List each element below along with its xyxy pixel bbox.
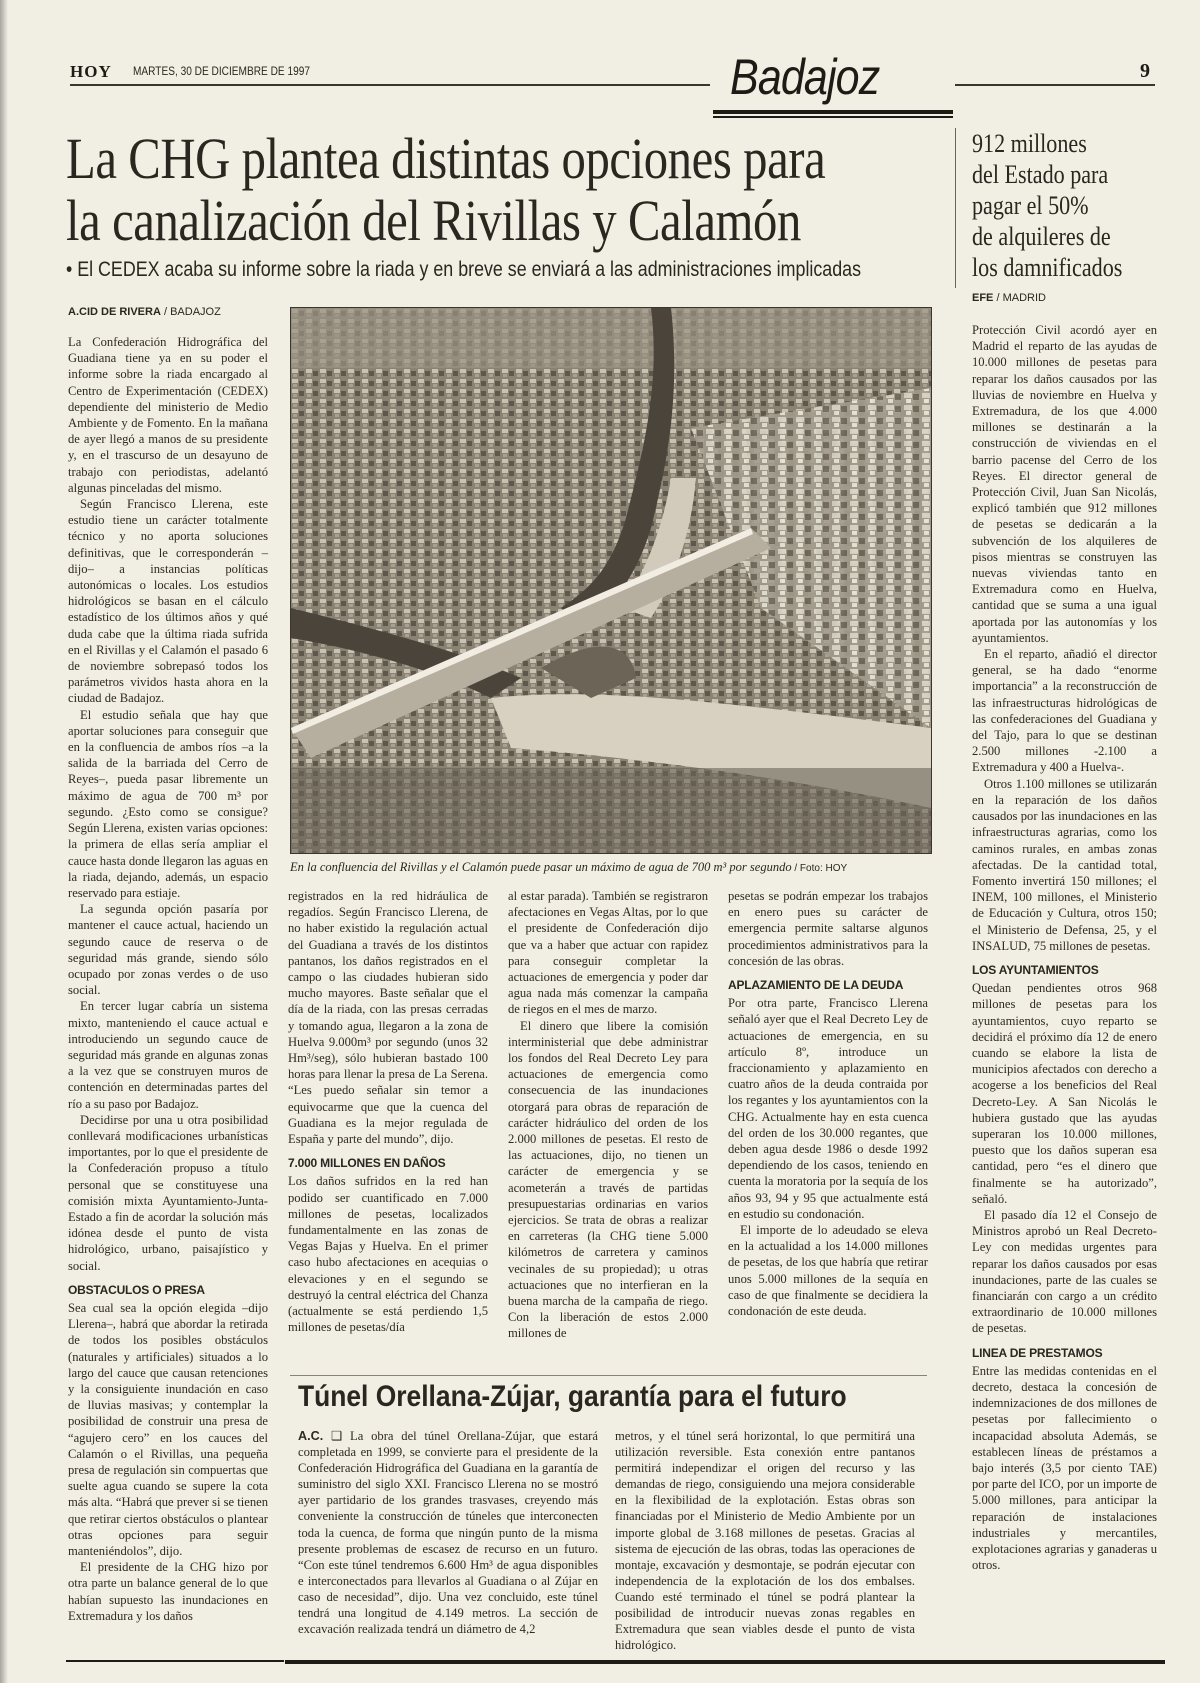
- paragraph: Decidirse por una u otra posibilidad conllevará modificaciones urbanísticas importantes, por lo que el presidente de la Confederación propuso a título personal que se constituyese una comisión mixta Ayuntamiento-Junta-Estado a fin de acordar la solución más idónea desde el punto de vista hidrológico, urbano, paisajístico y social.: [68, 1112, 268, 1273]
- footer-rule: [66, 1660, 284, 1662]
- bullet-box-icon: ❑: [330, 1429, 343, 1443]
- paragraph: Sea cual sea la opción elegida –dijo Llerena–, habrá que abordar la retirada de todos los posibles obstáculos (naturales y artificiales) situados a lo largo del cauce que causan retenciones y la consiguiente inundación en caso de lluvias masivas; y contemplar la posibilidad de construir una presa de “agujero cero” en los cauces del Calamón o el Rivillas, una pequeña presa de regulación sin compuertas que suelte agua cuando se supere la cota más alta. “Habrá que prever si se tienen que retirar ciertos obstáculos o plantear otras opciones para seguir manteniéndolos”, dijo.: [68, 1300, 269, 1559]
- paragraph: Quedan pendientes otros 968 millones de pesetas para los ayuntamientos, cuyo reparto se decidirá el próximo día 12 de enero cuando se elabore la lista de municipios afectados con derecho a acogerse a los beneficios del Real Decreto-Ley. A San Nicolás le hubiera gustado que las ayudas superaran los 10.000 millones, puesto que los daños superan esa cantidad, pero “es el dinero que finalmente se ha autorizado”, señaló.: [972, 981, 1157, 1206]
- paragraph: Por otra parte, Francisco Llerena señaló ayer que el Real Decreto Ley de actuaciones de emergencia, en su artículo 8º, introduce un fraccionamiento y aplazamiento en cuatro años de la deuda contraida por los regantes y los ayuntamientos con la CHG. Actualmente hay en esta cuenca del orden de los 30.000 regantes, que deben agua desde 1986 o desde 1992 dependiendo de los casos, teniendo en cuenta la moratoria por la sequía de los años 93, 94 y 95 que actualmente está en estudio su condonación.: [728, 996, 928, 1221]
- page-number: 9: [1140, 60, 1150, 82]
- byline-agency: EFE: [972, 292, 994, 304]
- paragraph: Otros 1.100 millones se utilizarán en la reparación de los daños causados por las inundaciones en las infraestructuras agrarias, como los caminos rurales, en ambas zonas afectadas. De la cantidad total, Fomento invertirá 150 millones; el INEM, 100 millones, el Ministerio de Educación y Cultura, otros 150; el Ministerio de Defensa, 25, y el INSALUD, 75 millones de pesetas.: [972, 776, 1157, 953]
- byline-place: / BADAJOZ: [160, 306, 221, 318]
- main-byline: [68, 306, 221, 318]
- issue-date: MARTES, 30 DE DICIEMBRE DE 1997: [133, 66, 310, 78]
- paragraph: El dinero que libere la comisión interministerial que debe administrar los fondos del Real Decreto Ley para actuaciones de emergencia como consecuencia de las inundaciones otorgará para obras de reparación de carácter hidráulico del orden de los 2.000 millones de pesetas. El resto de las actuaciones, dijo, no tienen un carácter de emergencia y se acometerán a través de partidas presupuestarias ordinarias en varios ejercicios. Se trata de obras a realizar en carreteras (la CHG tiene 5.000 kilómetros de carretera y caminos vecinales de su propiedad); u otras actuaciones que no interfieran en la buena marcha de la campaña de riego. Con la liberación de estos 2.000 millones de: [508, 1018, 708, 1341]
- box-headline: Túnel Orellana-Zújar, garantía para el futuro: [298, 1380, 847, 1413]
- caption-text: En la confluencia del Rivillas y el Calamón puede pasar un máximo de agua de 700 m³ por segundo: [290, 860, 792, 874]
- side-headline-line: los damnificados: [972, 253, 1123, 282]
- box-text: metros, y el túnel será horizontal, lo que permitirá una utilización reversible. Esta conexión entre pantanos permitirá independizar el origen del recurso y las demandas de riego, consiguiendo una mejora considerable en la flexibilidad de la explotación. Estas obras son financiadas por el Ministerio de Medio Ambiente por un importe global de 3.168 millones de pesetas. Gracias al sistema de ejecución de las obras, todas las operaciones de montaje, excavación y desmontaje, se podrán ejecutar con independencia de la explotación de los dos embalses. Cuando esté terminado el túnel se podrá plantear la posibilidad de introducir nuevas zonas regables en Extremadura que sean viables desde el punto de vista hidrológico.: [615, 1429, 915, 1653]
- main-column-3: [508, 888, 708, 1342]
- header-rule: [955, 84, 1155, 86]
- paragraph: Según Francisco Llerena, este estudio tiene un carácter totalmente técnico y no aporta soluciones definitivas, que le corresponderán –dijo– a instancias políticas autonómicas o locales. Los estudios hidrológicos se basan en el cálculo estadístico de los últimos años y qué duda cabe que la última riada sufrida en el Rivillas y el Calamón el pasado 6 de noviembre sobrepasó todos los parámetros vividos hasta ahora en la ciudad de Badajoz.: [68, 497, 268, 706]
- paragraph: En el reparto, añadió el director general, se ha dado “enorme importancia” a la reconstrucción de las infraestructuras hidrológicas de las confederaciones del Guadiana y del Tajo, para lo que se destinan 2.500 millones -2.100 a Extremadura y 400 a Huelva-.: [972, 647, 1157, 775]
- paragraph: La segunda opción pasaría por mantener el cauce actual, haciendo un segundo cauce de reserva o de seguridad más grande, siendo sólo ocupado por zonas verdes o de uso social.: [68, 902, 268, 998]
- section-subhead: APLAZAMIENTO DE LA DEUDA: [728, 978, 904, 993]
- byline-author: A.CID DE RIVERA: [68, 306, 161, 318]
- masthead-logo: HOY: [70, 62, 112, 81]
- headline-line: la canalización del Rivillas y Calamón: [66, 188, 801, 253]
- paragraph: En tercer lugar cabría un sistema mixto, manteniendo el cauce actual e introduciendo un segundo cauce de seguridad más grande en algunas zonas a la vez que se construyen muros de contención en determinadas partes del río a su paso por Badajoz.: [68, 999, 268, 1111]
- paragraph: Protección Civil acordó ayer en Madrid el reparto de las ayudas de 10.000 millones de pesetas para reparar los daños causados por las lluvias de noviembre en Huelva y Extremadura, de los que 4.000 millones se destinarán a la construcción de viviendas en el barrio pacense del Cerro de los Reyes. El director general de Protección Civil, Juan San Nicolás, explicó también que 912 millones de pesetas se dedicarán a la subvención de los alquileres de pisos mientras se construyen las nuevas viviendas tanto en Extremadura como en Huelva, cantidad que se suma a una igual aportada por las autonomías y los ayuntamientos.: [972, 323, 1157, 645]
- side-headline: [972, 128, 1142, 283]
- paragraph: La Confederación Hidrográfica del Guadiana tiene ya en su poder el informe sobre la riada encargado al Centro de Experimentación (CEDEX) dependiente del ministerio de Medio Ambiente y de Fomento. En la mañana de ayer llegó a manos de su presidente y, en el trascurso de un desayuno de trabajo con periodistas, adelantó algunas pinceladas del mismo.: [68, 335, 268, 495]
- photo-caption: [290, 860, 847, 875]
- side-headline-line: pagar el 50%: [972, 191, 1089, 220]
- main-headline: [66, 126, 826, 253]
- paragraph: El presidente de la CHG hizo por otra parte un balance general de lo que habían supuesto las inundaciones en Extremadura y los daños: [68, 1560, 268, 1623]
- paragraph: pesetas se podrán empezar los trabajos en enero pues su carácter de emergencia permite saltarse algunos procedimientos administrativos para la concesión de las obras.: [728, 889, 928, 968]
- section-subhead: LOS AYUNTAMIENTOS: [972, 962, 1099, 977]
- main-column-1: [68, 334, 268, 1624]
- headline-line: La CHG plantea distintas opciones para: [66, 126, 826, 191]
- paragraph: Entre las medidas contenidas en el decreto, destaca la concesión de indemnizaciones de dos millones de pesetas por fallecimiento o incapacidad absoluta Además, se establecen líneas de préstamos a bajo interés (3,5 por ciento TAE) por parte del ICO, por un importe de 5.000 millones, para anticipar la reparación de instalaciones industriales y mercantiles, explotaciones agrarias y ganaderas u otros.: [972, 1363, 1157, 1573]
- aerial-photo: [290, 307, 932, 854]
- section-subhead: OBSTACULOS O PRESA: [68, 1282, 205, 1297]
- paragraph: al estar parada). También se registraron afectaciones en Vegas Altas, por lo que el presidente de Confederación dijo que va a haber que actuar con rapidez para conseguir completar la actuaciones de emergencia y poder dar agua nada más comenzar la campaña de riegos en el mes de marzo.: [508, 889, 708, 1017]
- section-subhead: 7.000 MILLONES EN DAÑOS: [288, 1156, 446, 1171]
- paragraph: El pasado día 12 el Consejo de Ministros aprobó un Real Decreto-Ley con medidas urgentes para reparar los daños causados por esas inundaciones, parte de las cuales se financiarán con cargo a un crédito extraordinario de 10.000 millones de pesetas.: [972, 1207, 1157, 1336]
- photo-illustration: [291, 308, 931, 853]
- header-rule: [70, 84, 710, 86]
- section-rule: [713, 116, 953, 118]
- scan-edge: [0, 0, 8, 1683]
- main-column-2: [288, 888, 488, 1335]
- paragraph: El estudio señala que hay que aportar soluciones para conseguir que en la confluencia de ambos ríos –a la salida de la barriada del Cerro de Reyes–, pueda pasar libremente un máximo de agua de 700 m³ por segundo. ¿Esto como se consigue? Según Llerena, existen varias opciones: la primera de ellas sería ampliar el cauce hasta donde llegaron las aguas en la riada, dejando, además, un espacio reservado para estiaje.: [68, 707, 269, 900]
- paragraph: El importe de lo adeudado se eleva en la actualidad a los 14.000 millones de pesetas, de los que habría que retirar unos 5.000 millones de la sequía en caso de que finalmente se decidiera la condonación de este deuda.: [728, 1223, 928, 1319]
- section-rule: [713, 110, 953, 114]
- side-byline: [972, 292, 1046, 304]
- box-text: La obra del túnel Orellana-Zújar, que estará completada en 1999, se convierte para el presidente de la Confederación Hidrográfica del Guadiana en la garantía de suministro del siglo XXI. Francisco Llerena no se mostró ayer partidario de los grandes trasvases, creyendo más conveniente la construcción de túneles que interconecten toda la cuenca, de forma que ningún punto de la misma presente problemas de escasez de recurso en un futuro. “Con este túnel tendremos 6.600 Hm³ de agua disponibles e interconectados para llevarlos al Guadiana o al Zújar en caso de necesidad”, dijo. Una vez concluido, este túnel tendrá una longitud de 4.149 metros. La sección de excavación realizada tendrá un diámetro de 4,2: [298, 1429, 598, 1637]
- main-column-4: [728, 888, 928, 1319]
- section-subhead: LINEA DE PRESTAMOS: [972, 1345, 1103, 1360]
- box-column-2: [615, 1428, 915, 1653]
- side-headline-line: de alquileres de: [972, 222, 1111, 251]
- main-subhead: • El CEDEX acaba su informe sobre la riada y en breve se enviará a las administraciones implicadas: [66, 258, 862, 281]
- paragraph: registrados en la red hidráulica de regadíos. Según Francisco Llerena, de no haber existido la regulación actual del Guadiana a través de los distintos pantanos, los daños registrados en el campo o las ciudades hubieran sido mucho mayores. Baste señalar que el día de la riada, con las presas cerradas y tomando agua, llegaron a la zona de Huelva 9.000m³ por segundo (unos 32 Hm³/seg), sólo hubieran bastado 100 horas para llenar la presa de La Serena. “Les puedo señalar sin temor a equivocarme que que la cuenca del Guadiana es la mejor regulada de España y parte del mundo”, dijo.: [288, 889, 488, 1147]
- box-rule: [290, 1375, 927, 1376]
- box-column-1: [298, 1428, 598, 1637]
- byline-place: / MADRID: [993, 292, 1046, 304]
- photo-credit: / Foto: HOY: [791, 863, 848, 874]
- footer-rule: [285, 1660, 1165, 1664]
- side-headline-line: del Estado para: [972, 160, 1109, 189]
- side-column: [972, 322, 1157, 1573]
- box-initials: A.C.: [298, 1429, 324, 1443]
- paragraph: Los daños sufridos en la red han podido ser cuantificado en 7.000 millones de pesetas, localizados fundamentalmente en las zonas de Vegas Bajas y Huelva. En el primer caso hubo afectaciones en acequias o elevaciones y en el segundo se destruyó la central eléctrica del Chanza (actualmente se está perdiendo 1,5 millones de pesetas/día: [288, 1174, 488, 1335]
- column-divider: [955, 128, 956, 288]
- section-title: Badajoz: [730, 49, 880, 105]
- side-headline-line: 912 millones: [972, 129, 1087, 158]
